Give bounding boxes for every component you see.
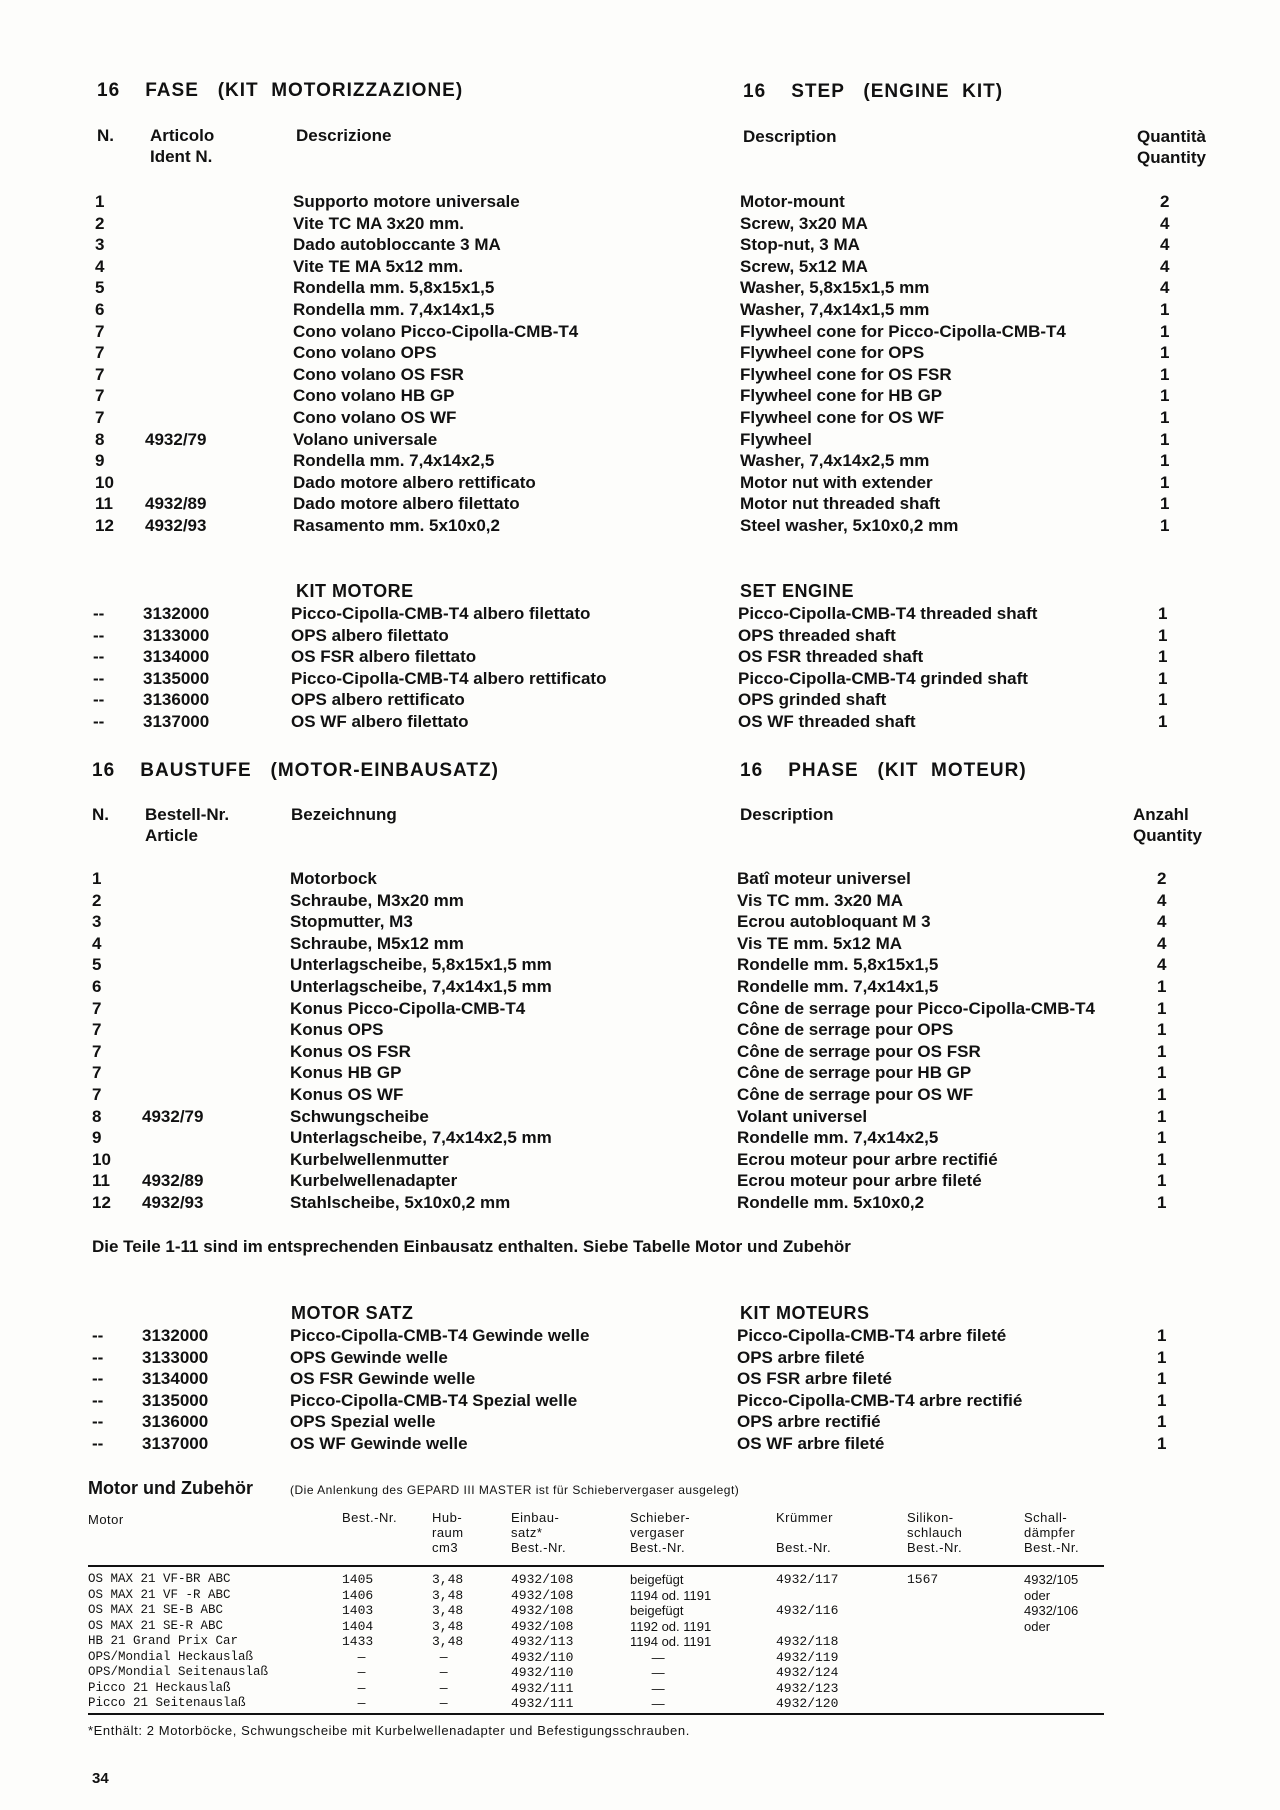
quantity: 4 [1157,912,1167,932]
table-row [0,429,1280,451]
quantity: 1 [1158,625,1168,645]
description-translated: Stop-nut, 3 MA [740,235,860,255]
quantity: 4 [1157,890,1167,910]
quantity: 1 [1158,668,1168,688]
td-schieber: beigefügt 1194 od. 1191 beigefügt 1192 od. 1191 1194 od. 1191 — — — — [630,1572,712,1711]
description-local: Kurbelwellenmutter [290,1149,449,1169]
table-row [0,407,1280,429]
description-local: Kurbelwellenadapter [290,1171,458,1191]
description-local: Picco-Cipolla-CMB-T4 Spezial welle [290,1390,578,1410]
description-translated: Flywheel cone for HB GP [740,386,943,406]
description-translated: Flywheel cone for OS WF [740,407,945,427]
col-header-bezeichnung: Bezeichnung [291,805,397,824]
item-number: -- [93,625,105,645]
footnote: *Enthält: 2 Motorböcke, Schwungscheibe mit Kurbelwellenadapter und Befestigungsschrauben. [88,1723,690,1738]
item-number: -- [93,690,105,710]
quantity: 1 [1160,515,1170,535]
table-row [0,1149,1280,1171]
quantity: 2 [1160,192,1170,211]
table-row [0,321,1280,343]
quantity: 4 [1160,213,1170,233]
item-number: 6 [92,976,102,996]
section-title-de: 16 BAUSTUFE (MOTOR-EINBAUSATZ) [92,760,499,781]
quantity: 1 [1160,299,1170,319]
description-translated: Vis TE mm. 5x12 MA [737,933,903,953]
section-title-en: 16 STEP (ENGINE KIT) [743,81,1004,102]
item-number: 7 [95,321,105,341]
quantity: 1 [1160,451,1170,471]
description-local: Picco-Cipolla-CMB-T4 albero rettificato [291,668,607,688]
item-number: 6 [95,299,105,319]
quantity: 4 [1157,955,1167,975]
description-translated: Cône de serrage pour OPS [737,1020,954,1040]
item-number: 9 [95,451,105,471]
description-translated: Batî moteur universel [737,869,911,888]
item-number: 3 [92,912,102,932]
td-hub: 3,48 3,48 3,48 3,48 3,48 — — — — [432,1572,464,1711]
description-local: OS WF Gewinde welle [290,1433,468,1453]
quantity: 1 [1157,976,1167,996]
parts-list-it [0,191,1280,537]
description-translated: Picco-Cipolla-CMB-T4 arbre rectifié [737,1390,1023,1410]
quantity: 4 [1157,933,1167,953]
table-row [0,493,1280,515]
table-row [0,1325,1280,1347]
item-number: 11 [92,1171,110,1191]
item-number: 4 [95,256,105,276]
article-number: 3133000 [142,1347,209,1367]
th-motor: Motor [88,1512,124,1527]
quantity: 1 [1157,1347,1167,1367]
description-translated: OPS grinded shaft [738,690,887,710]
quantity: 1 [1158,711,1168,731]
description-local: Picco-Cipolla-CMB-T4 Gewinde welle [290,1326,590,1345]
description-local: Rondella mm. 7,4x14x1,5 [293,299,495,319]
td-einbau: 4932/108 4932/108 4932/108 4932/108 4932/113 4932/110 4932/110 4932/111 4932/111 [511,1572,574,1711]
description-translated: Flywheel cone for OPS [740,343,925,363]
quantity: 1 [1157,1063,1167,1083]
description-translated: Cône de serrage pour OS WF [737,1084,974,1104]
description-translated: Motor nut threaded shaft [740,494,941,514]
article-number: 3134000 [142,1369,209,1389]
table-row [0,1041,1280,1063]
th-hub: Hub- raum cm3 [432,1510,464,1555]
section-title-it: 16 FASE (KIT MOTORIZZAZIONE) [97,80,464,101]
description-local: OPS albero rettificato [291,690,465,710]
description-translated: OPS arbre rectifié [737,1412,881,1432]
table-row [0,515,1280,537]
description-translated: Rondelle mm. 7,4x14x1,5 [737,976,939,996]
th-einbau: Einbau- satz* Best.-Nr. [511,1510,567,1555]
table-row [0,1411,1280,1433]
description-local: Volano universale [293,429,438,449]
description-local: Konus OS FSR [290,1041,411,1061]
motor-table-note: (Die Anlenkung des GEPARD III MASTER ist für Schiebervergaser ausgelegt) [290,1483,740,1497]
description-local: Dado motore albero filettato [293,494,520,514]
table-row [0,711,1280,733]
table-row [0,342,1280,364]
kit-list-de [0,1325,1280,1455]
table-row [0,213,1280,235]
article-number: 3134000 [143,647,210,667]
article-number: 3133000 [143,625,210,645]
td-kruemmer: 4932/117 4932/116 4932/118 4932/119 4932/124 4932/123 4932/120 [776,1572,839,1711]
th-schieber: Schieber- vergaser Best.-Nr. [630,1510,691,1555]
table-rule-top [88,1565,1104,1567]
item-number: 7 [95,386,105,406]
kit-list-it [0,603,1280,733]
description-translated: Picco-Cipolla-CMB-T4 arbre fileté [737,1326,1007,1345]
article-number: 3136000 [143,690,210,710]
description-local: Konus HB GP [290,1063,402,1083]
description-local: Dado motore albero rettificato [293,472,536,492]
description-local: Konus OPS [290,1020,384,1040]
td-schall: 4932/105 oder 4932/106 oder [1024,1572,1079,1634]
description-local: Supporto motore universale [293,192,520,211]
item-number: 9 [92,1128,102,1148]
article-number: 3136000 [142,1412,209,1432]
table-row [0,1433,1280,1455]
description-translated: Ecrou autobloquant M 3 [737,912,931,932]
quantity: 1 [1157,1171,1167,1191]
quantity: 1 [1157,1369,1167,1389]
article-number: 3137000 [143,711,210,731]
description-translated: Cône de serrage pour Picco-Cipolla-CMB-T4 [737,998,1095,1018]
table-row [0,933,1280,955]
description-local: OPS Spezial welle [290,1412,436,1432]
description-translated: OS FSR threaded shaft [738,647,924,667]
table-row [0,256,1280,278]
quantity: 4 [1160,235,1170,255]
quantity: 1 [1157,1433,1167,1453]
article-number: 4932/89 [142,1171,204,1191]
description-local: Unterlagscheibe, 7,4x14x1,5 mm [290,976,552,996]
th-silikon: Silikon- schlauch Best.-Nr. [907,1510,963,1555]
item-number: 5 [92,955,102,975]
quantity: 1 [1160,472,1170,492]
item-number: -- [93,604,105,623]
description-translated: Ecrou moteur pour arbre fileté [737,1171,982,1191]
description-translated: Motor nut with extender [740,472,933,492]
quantity: 1 [1160,321,1170,341]
description-translated: Rondelle mm. 5x10x0,2 [737,1192,925,1212]
quantity: 1 [1157,1020,1167,1040]
section-title-fr: 16 PHASE (KIT MOTEUR) [740,760,1027,781]
table-row [0,364,1280,386]
description-local: Cono volano HB GP [293,386,455,406]
description-translated: Motor-mount [740,192,845,211]
description-local: Rasamento mm. 5x10x0,2 [293,515,500,535]
description-local: Cono volano OS WF [293,407,457,427]
item-number: 3 [95,235,105,255]
table-rule-bottom [88,1713,1104,1715]
description-local: Vite TE MA 5x12 mm. [293,256,464,276]
quantity: 1 [1160,407,1170,427]
description-local: Cono volano OS FSR [293,364,464,384]
quantity: 1 [1157,1084,1167,1104]
description-local: Schraube, M5x12 mm [290,933,464,953]
table-row [0,1170,1280,1192]
item-number: 7 [92,1063,102,1083]
description-translated: OS WF arbre fileté [737,1433,885,1453]
item-number: 4 [92,933,102,953]
item-number: 7 [95,343,105,363]
table-row [0,954,1280,976]
col-header-article: Articolo Ident N. [150,126,215,166]
description-local: OPS Gewinde welle [290,1347,448,1367]
item-number: 10 [95,472,114,492]
item-number: 12 [92,1192,111,1212]
article-number: 4932/79 [142,1106,204,1126]
table-row [0,277,1280,299]
item-number: -- [92,1369,104,1389]
article-number: 3135000 [143,668,210,688]
kit-title-de: MOTOR SATZ [291,1303,414,1323]
table-row [0,1390,1280,1412]
item-number: -- [92,1412,104,1432]
kit-title-fr: KIT MOTEURS [740,1303,870,1323]
page-number: 34 [92,1770,109,1787]
table-row [0,646,1280,668]
description-local: Rondella mm. 5,8x15x1,5 [293,278,495,298]
table-row [0,299,1280,321]
quantity: 2 [1157,869,1167,888]
table-row [0,191,1280,213]
item-number: -- [92,1326,104,1345]
quantity: 1 [1160,386,1170,406]
description-local: Schraube, M3x20 mm [290,890,464,910]
table-row [0,450,1280,472]
table-row [0,1192,1280,1214]
note-text: Die Teile 1-11 sind im entsprechenden Einbausatz enthalten. Siebe Tabelle Motor und Zubehör [92,1237,851,1256]
description-translated: Rondelle mm. 7,4x14x2,5 [737,1128,939,1148]
table-row [0,385,1280,407]
col-header-quantity: Quantità Quantity [1137,127,1206,167]
article-number: 4932/93 [142,1192,204,1212]
article-number: 3132000 [142,1326,209,1345]
quantity: 1 [1157,1412,1167,1432]
quantity: 1 [1158,604,1168,623]
article-number: 3137000 [142,1433,209,1453]
item-number: 12 [95,515,114,535]
description-translated: Ecrou moteur pour arbre rectifié [737,1149,998,1169]
col-header-article: Bestell-Nr. Article [145,805,230,845]
td-motor: OS MAX 21 VF-BR ABC OS MAX 21 VF -R ABC OS MAX 21 SE-B ABC OS MAX 21 SE-R ABC HB 21 Grand Prix Car OPS/Mondial Heckauslaß OPS/Mondial Seitenauslaß Picco 21 Heckauslaß Picco 21 Seitenauslaß [88,1572,269,1710]
description-local: Unterlagscheibe, 7,4x14x2,5 mm [290,1128,552,1148]
item-number: 2 [92,890,102,910]
item-number: 10 [92,1149,111,1169]
quantity: 4 [1160,278,1170,298]
description-local: Stopmutter, M3 [290,912,413,932]
item-number: 8 [95,429,105,449]
description-translated: Volant universel [737,1106,868,1126]
description-local: Rondella mm. 7,4x14x2,5 [293,451,495,471]
table-row [0,1019,1280,1041]
quantity: 1 [1160,494,1170,514]
parts-list-de [0,868,1280,1214]
description-translated: Washer, 5,8x15x1,5 mm [740,278,930,298]
item-number: 7 [95,364,105,384]
col-header-description: Description [740,805,834,824]
quantity: 1 [1157,1041,1167,1061]
description-local: Cono volano OPS [293,343,437,363]
description-local: Schwungscheibe [290,1106,429,1126]
th-schall: Schall- dämpfer Best.-Nr. [1024,1510,1080,1555]
motor-table-title: Motor und Zubehör [88,1478,253,1498]
item-number: 11 [95,494,113,514]
description-local: Motorbock [290,869,377,888]
description-translated: OS FSR arbre fileté [737,1369,892,1389]
quantity: 1 [1158,690,1168,710]
quantity: 1 [1160,343,1170,363]
col-header-descrizione: Descrizione [296,126,392,145]
description-local: OS WF albero filettato [291,711,469,731]
description-translated: Steel washer, 5x10x0,2 mm [740,515,959,535]
quantity: 1 [1157,1192,1167,1212]
description-local: Dado autobloccante 3 MA [293,235,501,255]
quantity: 1 [1160,429,1170,449]
item-number: 7 [92,1084,102,1104]
col-header-n: N. [97,126,114,145]
col-header-quantity: Anzahl Quantity [1133,805,1202,845]
description-translated: Flywheel cone for OS FSR [740,364,952,384]
description-translated: Cône de serrage pour OS FSR [737,1041,981,1061]
table-row [0,689,1280,711]
article-number: 3135000 [142,1390,209,1410]
item-number: 2 [95,213,105,233]
description-local: Unterlagscheibe, 5,8x15x1,5 mm [290,955,552,975]
td-silikon: 1567 [907,1572,939,1587]
table-row [0,625,1280,647]
col-header-n: N. [92,805,109,824]
th-kruemmer: Krümmer Best.-Nr. [776,1510,833,1555]
table-row [0,1106,1280,1128]
item-number: 5 [95,278,105,298]
item-number: 1 [92,869,102,888]
description-local: Cono volano Picco-Cipolla-CMB-T4 [293,321,579,341]
description-translated: Flywheel cone for Picco-Cipolla-CMB-T4 [740,321,1066,341]
description-local: Konus Picco-Cipolla-CMB-T4 [290,998,526,1018]
table-row [0,603,1280,625]
description-local: Picco-Cipolla-CMB-T4 albero filettato [291,604,591,623]
item-number: 8 [92,1106,102,1126]
article-number: 3132000 [143,604,210,623]
quantity: 1 [1158,647,1168,667]
description-translated: Screw, 3x20 MA [740,213,868,233]
item-number: 7 [92,1020,102,1040]
table-row [0,998,1280,1020]
description-translated: Cône de serrage pour HB GP [737,1063,972,1083]
table-row [0,1062,1280,1084]
table-row [0,868,1280,890]
quantity: 1 [1157,1149,1167,1169]
item-number: -- [93,711,105,731]
item-number: 7 [95,407,105,427]
description-translated: Rondelle mm. 5,8x15x1,5 [737,955,939,975]
description-local: OS FSR albero filettato [291,647,477,667]
quantity: 4 [1160,256,1170,276]
description-translated: OPS threaded shaft [738,625,896,645]
table-row [0,890,1280,912]
item-number: -- [92,1390,104,1410]
table-row [0,1127,1280,1149]
article-number: 4932/89 [145,494,207,514]
item-number: 7 [92,1041,102,1061]
kit-title-it: KIT MOTORE [296,581,414,601]
quantity: 1 [1157,1326,1167,1345]
description-translated: Flywheel [740,429,812,449]
item-number: -- [93,668,105,688]
description-translated: Vis TC mm. 3x20 MA [737,890,903,910]
description-translated: Washer, 7,4x14x2,5 mm [740,451,930,471]
description-local: OPS albero filettato [291,625,449,645]
description-translated: OS WF threaded shaft [738,711,916,731]
table-row [0,911,1280,933]
description-local: Stahlscheibe, 5x10x0,2 mm [290,1192,511,1212]
description-local: OS FSR Gewinde welle [290,1369,476,1389]
table-row [0,472,1280,494]
quantity: 1 [1157,998,1167,1018]
description-translated: Picco-Cipolla-CMB-T4 grinded shaft [738,668,1028,688]
table-row [0,668,1280,690]
item-number: -- [92,1347,104,1367]
article-number: 4932/93 [145,515,207,535]
table-row [0,1368,1280,1390]
description-translated: OPS arbre fileté [737,1347,865,1367]
item-number: -- [92,1433,104,1453]
td-best: 1405 1406 1403 1404 1433 — — — — [342,1572,374,1711]
description-translated: Picco-Cipolla-CMB-T4 threaded shaft [738,604,1038,623]
article-number: 4932/79 [145,429,207,449]
quantity: 1 [1160,364,1170,384]
quantity: 1 [1157,1128,1167,1148]
description-local: Vite TC MA 3x20 mm. [293,213,465,233]
item-number: 7 [92,998,102,1018]
description-local: Konus OS WF [290,1084,404,1104]
th-best: Best.-Nr. [342,1510,398,1525]
item-number: -- [93,647,105,667]
description-translated: Screw, 5x12 MA [740,256,868,276]
quantity: 1 [1157,1390,1167,1410]
col-header-description: Description [743,127,837,146]
table-row [0,1347,1280,1369]
table-row [0,234,1280,256]
item-number: 1 [95,192,105,211]
kit-title-en: SET ENGINE [740,581,855,601]
description-translated: Washer, 7,4x14x1,5 mm [740,299,930,319]
table-row [0,976,1280,998]
quantity: 1 [1157,1106,1167,1126]
table-row [0,1084,1280,1106]
